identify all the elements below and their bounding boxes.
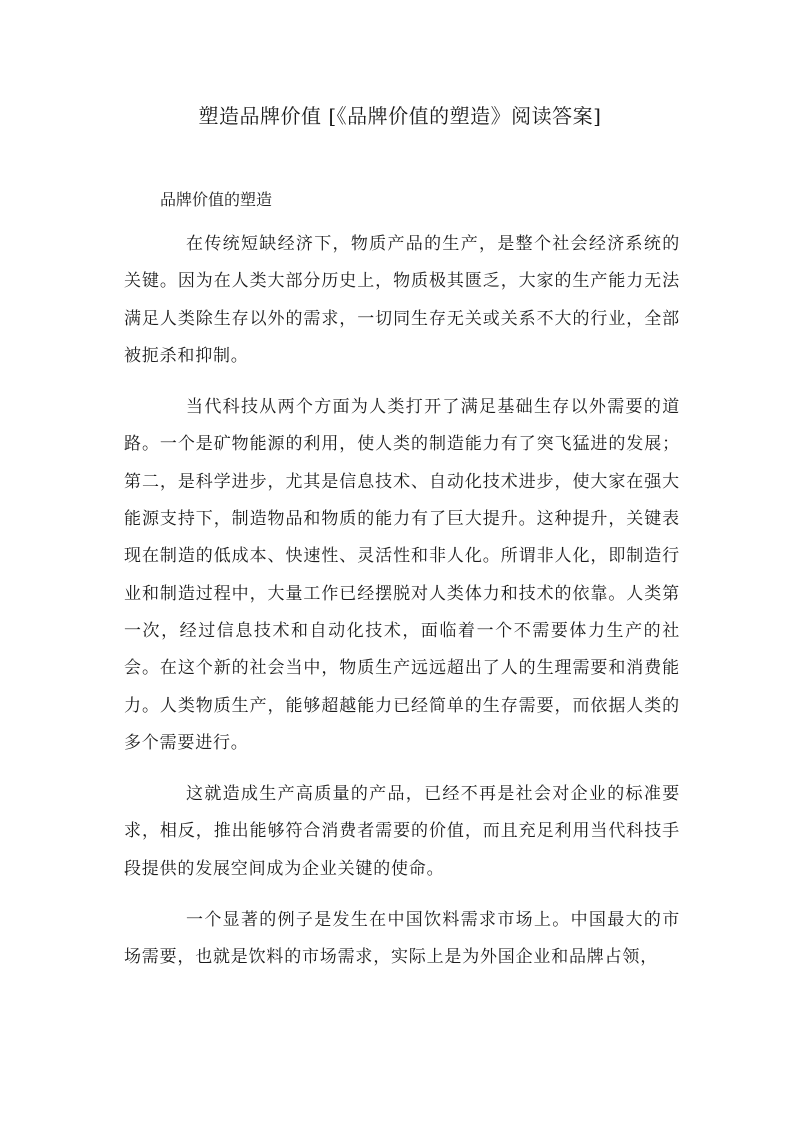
paragraph-3: 这就造成生产高质量的产品，已经不再是社会对企业的标准要求，相反，推出能够符合消费者需要的价值，而且充足利用当代科技手段提供的发展空间成为企业关键的使命。 — [124, 784, 680, 879]
paragraph-1: 在传统短缺经济下，物质产品的生产，是整个社会经济系统的关键。因为在人类大部分历史上，物质极其匮乏，大家的生产能力无法满足人类除生存以外的需求，一切同生存无关或关系不大的行业，全部被扼杀和抑制。 — [124, 234, 680, 366]
document-body — [124, 226, 680, 991]
document-subtitle: 品牌价值的塑造 — [160, 190, 273, 209]
document-title: 塑造品牌价值 [《品牌价值的塑造》阅读答案] — [198, 104, 602, 128]
paragraph-2: 当代科技从两个方面为人类打开了满足基础生存以外需要的道路。一个是矿物能源的利用，使人类的制造能力有了突飞猛进的发展；第二，是科学进步，尤其是信息技术、自动化技术进步，使大家在强大能源支持下，制造物品和物质的能力有了巨大提升。这种提升，关键表现在制造的低成本、快速性、灵活性和非人化。所谓非人化，即制造行业和制造过程中，大量工作已经摆脱对人类体力和技术的依靠。人类第一次，经过信息技术和自动化技术，面临着一个不需要体力生产的社会。在这个新的社会当中，物质生产远远超出了人的生理需要和消费能力。人类物质生产，能够超越能力已经简单的生存需要，而依据人类的多个需要进行。 — [124, 397, 680, 753]
paragraph-4: 一个显著的例子是发生在中国饮料需求市场上。中国最大的市场需要，也就是饮料的市场需求，实际上是为外国企业和品牌占领， — [124, 910, 680, 968]
